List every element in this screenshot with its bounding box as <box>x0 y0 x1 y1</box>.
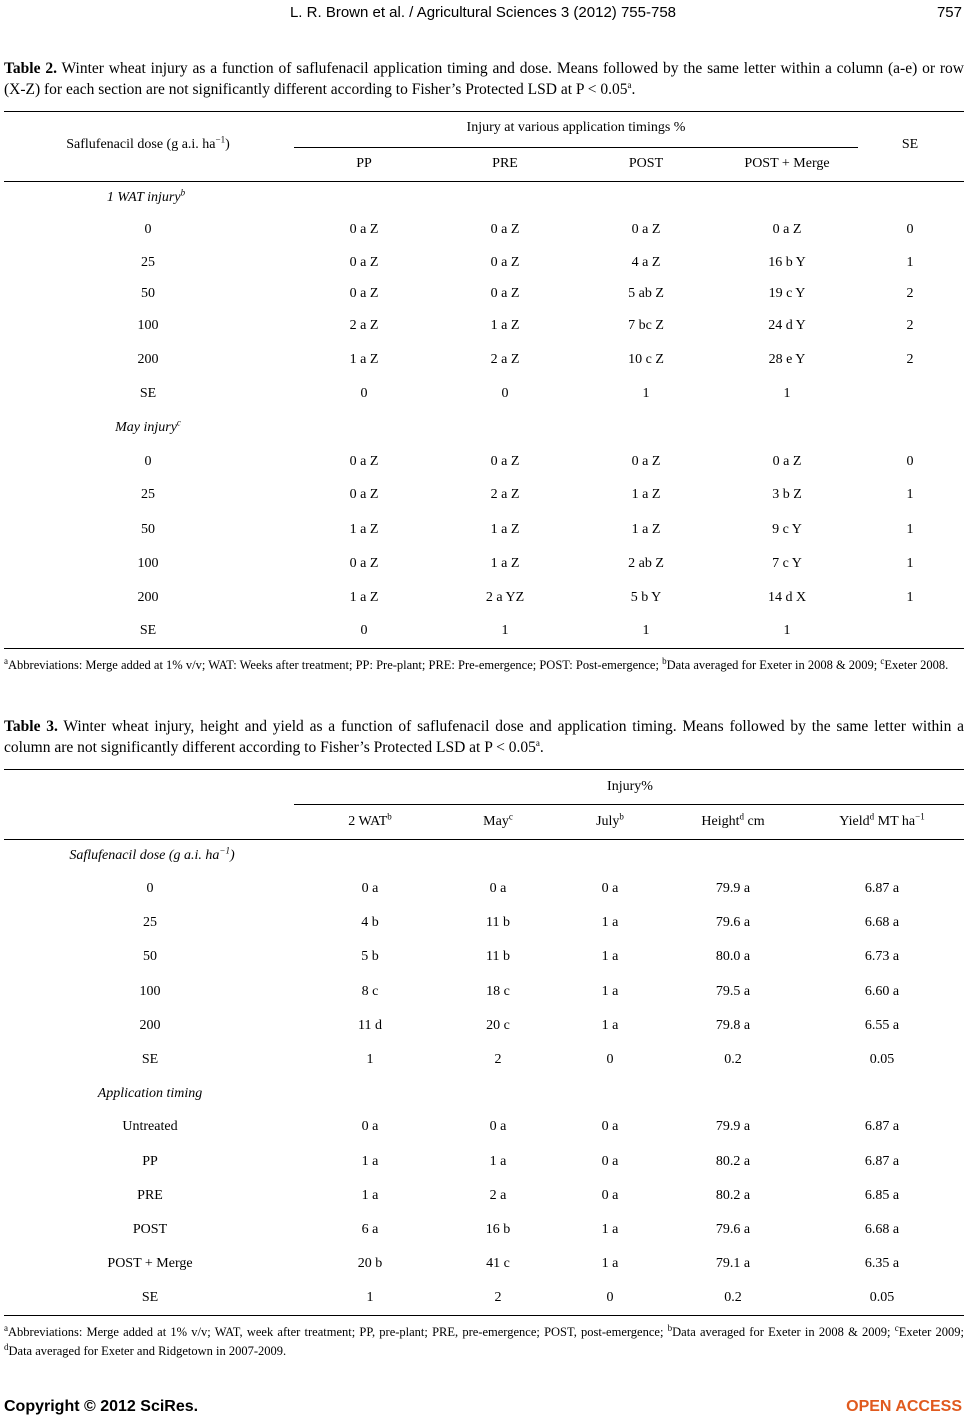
table-cell: 0 a Z <box>490 255 520 270</box>
table-cell: 0 a Z <box>349 487 379 502</box>
table-cell: 0.2 <box>724 1290 742 1305</box>
table-cell: 0 a Z <box>490 454 520 469</box>
table-cell: 1 <box>906 522 914 537</box>
table3-header-yield <box>839 811 925 830</box>
t2-fn-b-sup: b <box>662 655 667 666</box>
table-cell: 80.2 a <box>715 1188 751 1203</box>
t3-h2-sup: b <box>619 811 624 822</box>
table2-caption-sup: a <box>627 79 632 90</box>
table-cell: 2 a Z <box>490 487 520 502</box>
t3-h4-sup2: −1 <box>915 811 925 822</box>
table-cell: 2 a Z <box>490 352 520 367</box>
section-title <box>98 1086 203 1102</box>
table-cell: 9 c Y <box>772 522 802 537</box>
table-cell: 28 e Y <box>768 352 806 367</box>
table-cell: 1 a <box>601 1018 619 1033</box>
table-cell: 0.05 <box>869 1052 895 1067</box>
table-cell: 1 <box>783 623 791 638</box>
table-cell: 0 <box>906 454 914 469</box>
section-title-sup: b <box>180 187 186 198</box>
table-cell: 4 b <box>361 915 379 930</box>
table2-header-rule <box>4 181 964 182</box>
table-cell: 20 b <box>357 1256 383 1271</box>
section-title-end: ) <box>230 848 235 863</box>
t3-h0: 2 WAT <box>348 814 388 829</box>
t3-fn-a: Abbreviations: Merge added at 1% v/v; WAT, week after treatment; PP, pre-plant; PRE, pre-emergence; POST, post-emergence; <box>8 1325 668 1339</box>
table2-header-dose-text: Saflufenacil dose (g a.i. ha <box>66 137 216 152</box>
t3-fn-c-sup: c <box>894 1322 899 1333</box>
table-cell: 6.60 a <box>864 984 900 999</box>
table-cell: 1 <box>501 623 509 638</box>
table-cell: 1 a <box>601 949 619 964</box>
table-cell: 0 a Z <box>490 286 520 301</box>
table-cell: 6.68 a <box>864 1222 900 1237</box>
table2-bottom-rule <box>4 648 964 649</box>
table-cell: 0 a Z <box>772 222 802 237</box>
row-label: 25 <box>143 915 157 930</box>
row-label: SE <box>139 623 157 638</box>
table-cell: 2 <box>906 318 914 333</box>
table2-header-post-merge: POST + Merge <box>744 156 830 171</box>
table-cell: 2 <box>906 352 914 367</box>
t3-h2: July <box>596 814 620 829</box>
table-cell: 20 c <box>486 1018 510 1033</box>
table-cell: 6.87 a <box>864 881 900 896</box>
section-title-sup: −1 <box>219 845 230 856</box>
table3-footnote <box>4 1323 964 1361</box>
row-label: 50 <box>141 286 155 301</box>
section-title <box>106 187 186 206</box>
table-cell: 7 bc Z <box>628 318 664 333</box>
table-cell: 80.0 a <box>715 949 751 964</box>
table2-header-dose <box>66 134 230 153</box>
table2-label: Table 2. <box>4 60 57 77</box>
table3-group-header: Injury% <box>607 779 653 794</box>
table2-header-dose-sup: −1 <box>215 134 226 145</box>
t2-fn-c: Exeter 2008. <box>884 658 949 672</box>
table3-top-rule <box>4 769 964 770</box>
table3-group-rule <box>294 804 964 805</box>
running-header <box>0 4 966 26</box>
table-cell: 0 a <box>361 1119 379 1134</box>
table-cell: 1 <box>783 386 791 401</box>
table-cell: 1 a Z <box>349 352 379 367</box>
table-cell: 10 c Z <box>628 352 664 367</box>
table3-label: Table 3. <box>4 718 58 735</box>
section-title-text: Application timing <box>97 1086 203 1101</box>
t3-fn-a-sup: a <box>4 1322 8 1333</box>
table-cell: 0.2 <box>724 1052 742 1067</box>
table-cell: 1 <box>366 1052 374 1067</box>
table-cell: 1 a Z <box>490 318 520 333</box>
table-cell: 5 ab Z <box>628 286 664 301</box>
table-cell: 80.2 a <box>715 1154 751 1169</box>
table-cell: 1 <box>906 556 914 571</box>
table-cell: 0 a Z <box>349 286 379 301</box>
table3-header-may <box>483 811 513 830</box>
row-label: 100 <box>137 318 159 333</box>
t3-h1-sup: c <box>508 811 513 822</box>
table-cell: 0 a <box>601 1119 619 1134</box>
table-cell: 0.05 <box>869 1290 895 1305</box>
row-label: 25 <box>141 487 155 502</box>
table-cell: 1 a Z <box>631 487 661 502</box>
table2-caption-text: Winter wheat injury as a function of saflufenacil application timing and dose. Means followed by the same letter within a column (a-e) or row (X-Z) for each section are not significantly different according to Fisher’s Protected LSD at P < 0.05 <box>4 60 964 98</box>
t3-h3-rest: cm <box>744 814 765 829</box>
section-title-text: May injury <box>115 420 177 435</box>
table-cell: 18 c <box>486 984 510 999</box>
t2-fn-c-sup: c <box>880 655 885 666</box>
table3-header-height <box>701 811 765 830</box>
t3-h3: Height <box>701 814 740 829</box>
table2-group-rule <box>294 147 858 148</box>
table-cell: 79.1 a <box>715 1256 751 1271</box>
table-cell: 0 a Z <box>349 222 379 237</box>
table-cell: 79.5 a <box>715 984 751 999</box>
section-title-text: Saflufenacil dose (g a.i. ha <box>69 848 220 863</box>
table-cell: 2 a YZ <box>485 590 525 605</box>
table-cell: 1 a <box>601 984 619 999</box>
table2-header-dose-end: ) <box>225 137 230 152</box>
table2-caption-end: . <box>631 81 636 98</box>
table3-caption-sup: a <box>535 737 540 748</box>
table-cell: 6.85 a <box>864 1188 900 1203</box>
table-cell: 79.9 a <box>715 1119 751 1134</box>
table-cell: 1 <box>642 386 650 401</box>
table3-caption-end: . <box>539 739 544 756</box>
table3-caption <box>4 716 964 758</box>
table-cell: 5 b <box>361 949 379 964</box>
table-cell: 1 a <box>361 1188 379 1203</box>
table2-header-post: POST <box>628 156 664 171</box>
row-label: 100 <box>139 984 161 999</box>
row-label: 200 <box>137 352 159 367</box>
table2-group-header: Injury at various application timings % <box>466 120 686 135</box>
open-access-label: OPEN ACCESS <box>846 1398 962 1415</box>
table-cell: 1 a <box>361 1154 379 1169</box>
table-cell: 0 <box>906 222 914 237</box>
t3-h4: Yield <box>839 814 870 829</box>
table-cell: 11 d <box>358 1018 382 1033</box>
row-label: 50 <box>143 949 157 964</box>
table3-header-july <box>596 811 624 830</box>
table-cell: 1 a Z <box>631 522 661 537</box>
t3-fn-b-sup: b <box>667 1322 673 1333</box>
table-cell: 11 b <box>486 915 510 930</box>
table-cell: 6.55 a <box>864 1018 900 1033</box>
table-cell: 79.6 a <box>715 915 751 930</box>
table-cell: 5 b Y <box>630 590 662 605</box>
table-cell: 1 a Z <box>490 522 520 537</box>
table-cell: 0 a Z <box>772 454 802 469</box>
t3-fn-d: Data averaged for Exeter and Ridgetown in 2007-2009. <box>8 1344 287 1358</box>
table3-header-2wat <box>348 811 392 830</box>
table-cell: 16 b Y <box>768 255 806 270</box>
copyright: Copyright © 2012 SciRes. <box>4 1398 199 1415</box>
t2-fn-a: Abbreviations: Merge added at 1% v/v; WAT: Weeks after treatment; PP: Pre-plant; PRE: Pre-emergence; POST: Post-emergence; <box>8 658 663 672</box>
table-cell: 2 a <box>489 1188 507 1203</box>
table-cell: 79.8 a <box>715 1018 751 1033</box>
table-cell: 1 <box>642 623 650 638</box>
table-cell: 0 a Z <box>631 454 661 469</box>
table-cell: 0 a <box>601 881 619 896</box>
table2-header-pre: PRE <box>492 156 518 171</box>
table-cell: 0 a <box>601 1154 619 1169</box>
t3-h4-sup: d <box>869 811 875 822</box>
row-label: 100 <box>137 556 159 571</box>
t2-fn-b: Data averaged for Exeter in 2008 & 2009; <box>666 658 881 672</box>
table-cell: 6 a <box>361 1222 379 1237</box>
row-label: SE <box>141 1052 159 1067</box>
row-label: SE <box>139 386 157 401</box>
table-cell: 7 c Y <box>772 556 802 571</box>
table2-top-rule <box>4 111 964 112</box>
table-cell: 16 b <box>485 1222 511 1237</box>
row-label: 200 <box>139 1018 161 1033</box>
page-number: 757 <box>936 4 962 21</box>
t3-h4-rest: MT ha <box>874 814 916 829</box>
table3-header-rule <box>4 839 964 840</box>
table-cell: 11 b <box>486 949 510 964</box>
section-title <box>115 417 181 436</box>
table-cell: 24 d Y <box>768 318 806 333</box>
table-cell: 1 <box>906 590 914 605</box>
table-cell: 1 a <box>601 915 619 930</box>
row-label: 0 <box>144 222 152 237</box>
t3-h1: May <box>483 814 509 829</box>
table-cell: 0 <box>360 623 368 638</box>
row-label: PP <box>142 1154 158 1169</box>
t2-fn-a-sup: a <box>4 655 8 666</box>
table-cell: 79.6 a <box>715 1222 751 1237</box>
table-cell: 0 a Z <box>631 222 661 237</box>
table-cell: 2 a Z <box>349 318 379 333</box>
running-title: L. R. Brown et al. / Agricultural Sciences 3 (2012) 755-758 <box>289 4 677 21</box>
row-label: 50 <box>141 522 155 537</box>
table-cell: 0 <box>501 386 509 401</box>
row-label: POST <box>132 1222 168 1237</box>
t3-fn-b: Data averaged for Exeter in 2008 & 2009; <box>672 1325 895 1339</box>
table-cell: 14 d X <box>767 590 807 605</box>
table-cell: 79.9 a <box>715 881 751 896</box>
table-cell: 0 a <box>489 1119 507 1134</box>
row-label: Untreated <box>122 1119 178 1134</box>
row-label: POST + Merge <box>107 1256 193 1271</box>
t3-fn-c: Exeter 2009; <box>898 1325 965 1339</box>
table-cell: 0 <box>360 386 368 401</box>
table-cell: 0 a <box>361 881 379 896</box>
table-cell: 1 <box>366 1290 374 1305</box>
row-label: 25 <box>141 255 155 270</box>
table-cell: 6.87 a <box>864 1119 900 1134</box>
t3-h0-sup: b <box>387 811 392 822</box>
table3-caption-text: Winter wheat injury, height and yield as a function of saflufenacil dose and application timing. Means followed by the same letter within a column are not significantly different according to Fisher’s Protected LSD at P < 0.05 <box>4 718 964 756</box>
t3-fn-d-sup: d <box>4 1341 9 1352</box>
row-label: 0 <box>144 454 152 469</box>
table-cell: 3 b Z <box>772 487 802 502</box>
table-cell: 6.87 a <box>864 1154 900 1169</box>
table2-header-se: SE <box>901 137 919 152</box>
table-cell: 1 a Z <box>490 556 520 571</box>
table2-footnote <box>4 656 964 675</box>
table-cell: 2 ab Z <box>628 556 664 571</box>
table-cell: 0 a Z <box>349 556 379 571</box>
table-cell: 2 <box>494 1052 502 1067</box>
table-cell: 1 <box>906 487 914 502</box>
row-label: 0 <box>146 881 154 896</box>
section-title <box>69 845 235 864</box>
table-cell: 1 a Z <box>349 590 379 605</box>
table2-header-pp: PP <box>356 156 372 171</box>
table-cell: 8 c <box>361 984 379 999</box>
section-title-sup: c <box>176 417 181 428</box>
row-label: PRE <box>137 1188 163 1203</box>
table3-bottom-rule <box>4 1315 964 1316</box>
row-label: 200 <box>137 590 159 605</box>
table-cell: 41 c <box>486 1256 510 1271</box>
table-cell: 0 a Z <box>490 222 520 237</box>
table-cell: 0 <box>606 1290 614 1305</box>
table-cell: 2 <box>494 1290 502 1305</box>
table-cell: 6.35 a <box>864 1256 900 1271</box>
table-cell: 1 a Z <box>349 522 379 537</box>
table-cell: 19 c Y <box>768 286 806 301</box>
table-cell: 1 a <box>489 1154 507 1169</box>
t3-h3-sup: d <box>739 811 744 822</box>
table-cell: 1 a <box>601 1222 619 1237</box>
row-label: SE <box>141 1290 159 1305</box>
section-title-text: 1 WAT injury <box>106 190 181 205</box>
table-cell: 6.73 a <box>864 949 900 964</box>
table-cell: 0 a <box>489 881 507 896</box>
table-cell: 0 a <box>601 1188 619 1203</box>
table-cell: 4 a Z <box>631 255 661 270</box>
table-cell: 0 a Z <box>349 255 379 270</box>
table-cell: 6.68 a <box>864 915 900 930</box>
table-cell: 1 <box>906 255 914 270</box>
table-cell: 0 <box>606 1052 614 1067</box>
table2-caption <box>4 58 964 100</box>
table-cell: 1 a <box>601 1256 619 1271</box>
table-cell: 0 a Z <box>349 454 379 469</box>
table-cell: 2 <box>906 286 914 301</box>
